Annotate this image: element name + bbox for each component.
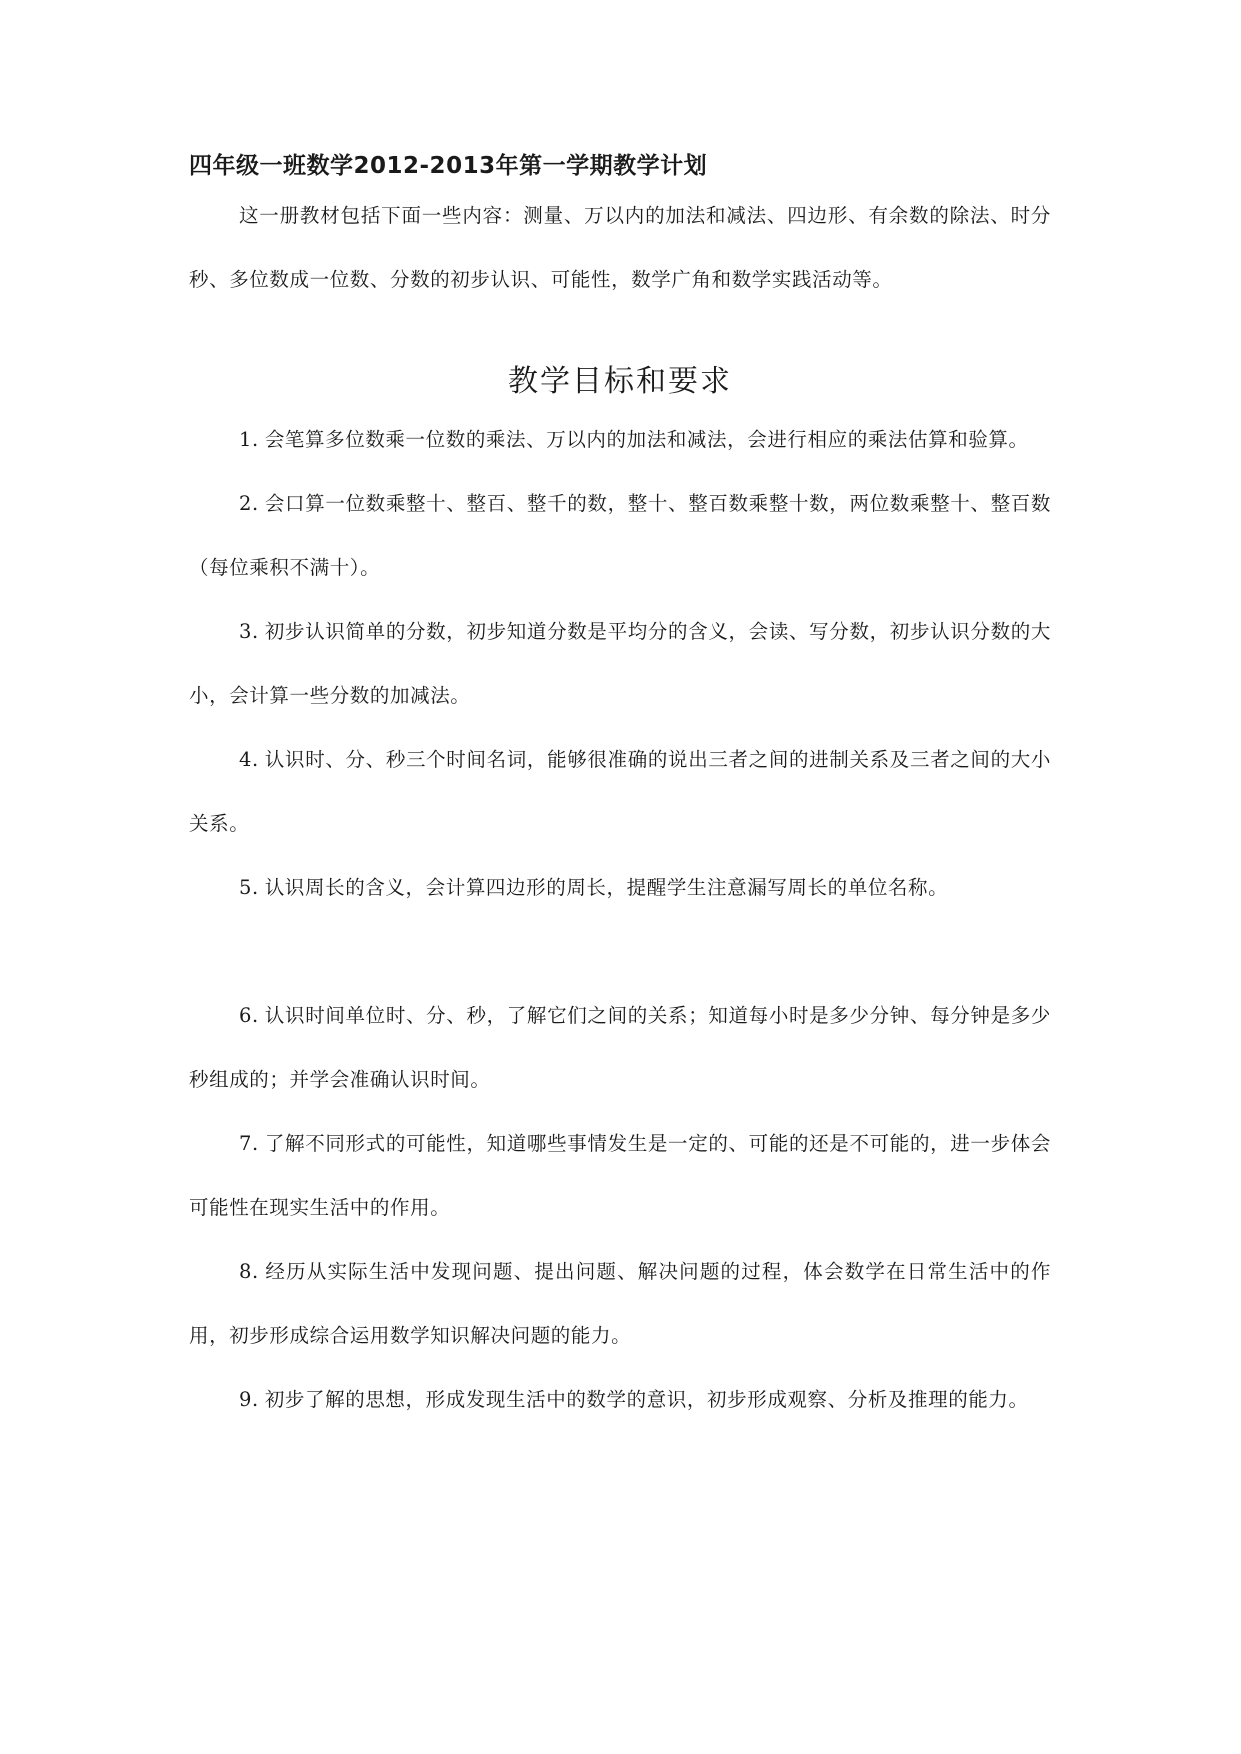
goal-item-9 xyxy=(189,1368,1051,1432)
goal-text: 了解不同形式的可能性，知道哪些事情发生是一定的、可能的还是不可能的，进一步体会可能性在现实生活中的作用。 xyxy=(189,1132,1051,1219)
goal-item-7 xyxy=(189,1112,1051,1240)
goal-number: 7. xyxy=(239,1132,259,1155)
goal-number: 9. xyxy=(239,1388,259,1411)
goal-text: 初步认识简单的分数，初步知道分数是平均分的含义，会读、写分数，初步认识分数的大小，会计算一些分数的加减法。 xyxy=(189,620,1051,707)
goal-number: 8. xyxy=(239,1260,259,1283)
goal-number: 6. xyxy=(239,1004,259,1027)
goal-item-1 xyxy=(189,408,1051,472)
goal-text: 认识时间单位时、分、秒，了解它们之间的关系；知道每小时是多少分钟、每分钟是多少秒组成的；并学会准确认识时间。 xyxy=(189,1004,1051,1091)
goal-text: 经历从实际生活中发现问题、提出问题、解决问题的过程，体会数学在日常生活中的作用，初步形成综合运用数学知识解决问题的能力。 xyxy=(189,1260,1051,1347)
goal-number: 1. xyxy=(239,428,259,451)
goal-item-8 xyxy=(189,1240,1051,1368)
goal-item-6 xyxy=(189,984,1051,1112)
document-title: 四年级一班数学2012-2013年第一学期教学计划 xyxy=(189,153,708,179)
goal-item-4 xyxy=(189,728,1051,856)
goal-item-5 xyxy=(189,856,1051,920)
goal-number: 3. xyxy=(239,620,259,643)
blank-line xyxy=(189,920,1051,984)
goal-number: 2. xyxy=(239,492,259,515)
intro-paragraph: 这一册教材包括下面一些内容：测量、万以内的加法和减法、四边形、有余数的除法、时分秒、多位数成一位数、分数的初步认识、可能性，数学广角和数学实践活动等。 xyxy=(189,204,1051,291)
goal-number: 4. xyxy=(239,748,259,771)
goal-list xyxy=(189,408,1051,1432)
goal-text: 会口算一位数乘整十、整百、整千的数，整十、整百数乘整十数，两位数乘整十、整百数（每位乘积不满十）。 xyxy=(189,492,1051,579)
goal-item-2 xyxy=(189,472,1051,600)
goal-text: 会笔算多位数乘一位数的乘法、万以内的加法和减法，会进行相应的乘法估算和验算。 xyxy=(264,428,1029,451)
section-heading: 教学目标和要求 xyxy=(508,364,732,399)
document-body xyxy=(189,150,1051,1432)
goal-text: 认识时、分、秒三个时间名词，能够很准确的说出三者之间的进制关系及三者之间的大小关系。 xyxy=(189,748,1051,835)
goal-item-3 xyxy=(189,600,1051,728)
goal-number: 5. xyxy=(239,876,259,899)
goal-text: 认识周长的含义，会计算四边形的周长，提醒学生注意漏写周长的单位名称。 xyxy=(264,876,949,899)
goal-text: 初步了解的思想，形成发现生活中的数学的意识，初步形成观察、分析及推理的能力。 xyxy=(264,1388,1029,1411)
